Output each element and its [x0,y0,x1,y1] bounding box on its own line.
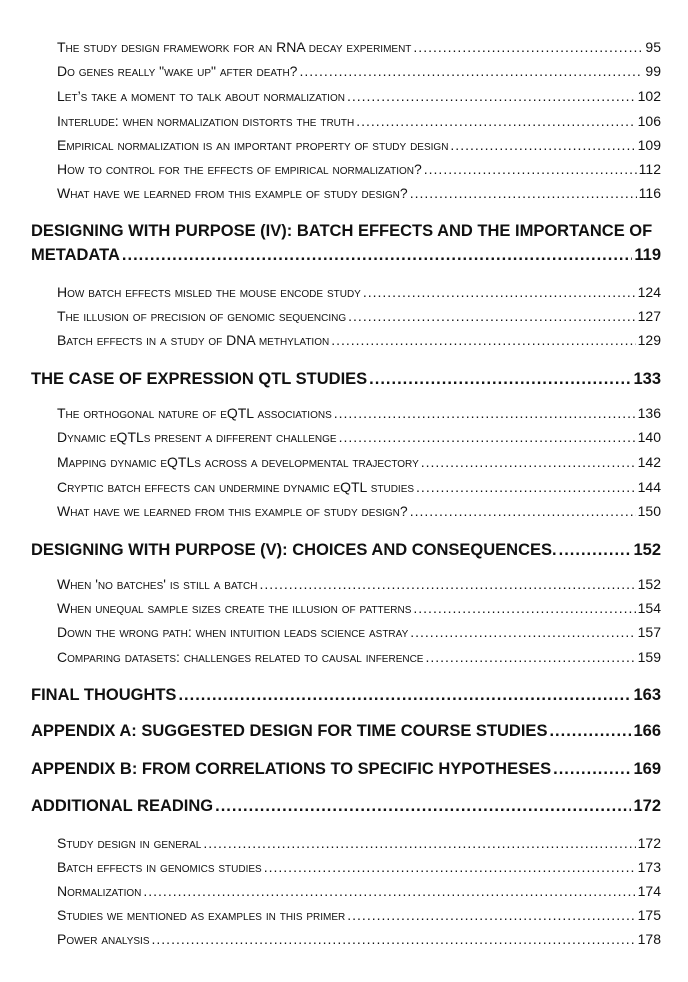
toc-entry[interactable] [57,833,661,853]
leader-dots [416,477,636,497]
toc-chapter-page: 133 [633,370,661,388]
toc-entry[interactable] [57,881,661,901]
leader-dots [424,159,637,179]
toc-entry[interactable] [57,61,661,81]
leader-dots [178,684,631,706]
toc-entry-page: 102 [637,88,661,104]
toc-entry-page: 159 [637,649,661,665]
leader-dots [259,574,635,594]
leader-dots [331,330,635,350]
toc-entry-title: Batch effects in a study of DNA methylation [57,332,330,348]
leader-dots [450,135,635,155]
toc-entry-title: What have we learned from this example of study design? [57,503,408,519]
toc-chapter-page: 172 [633,797,661,815]
toc-entry-page: 157 [637,624,661,640]
toc-entry-title: When unequal sample sizes create the illusion of patterns [57,600,412,616]
toc-entry-page: 154 [637,600,661,616]
toc-chapter-title: DESIGNING WITH PURPOSE (V): CHOICES AND CONSEQUENCES. [31,541,557,559]
leader-dots [339,427,636,447]
toc-entry-title: Normalization [57,883,142,899]
toc-entry-page: 140 [637,429,661,445]
leader-dots [413,37,643,57]
toc-entry[interactable] [57,111,661,131]
toc-entry-page: 129 [637,332,661,348]
leader-dots [363,282,636,302]
toc-chapter-page: 163 [633,686,661,704]
toc-entry-page: 116 [638,185,661,201]
leader-dots [421,452,636,472]
toc-entry-page: 144 [637,479,661,495]
toc-entry[interactable] [57,37,661,57]
leader-dots [299,61,643,81]
leader-dots [410,501,636,521]
toc-entry[interactable] [57,86,661,106]
toc-chapter-title: ADDITIONAL READING [31,797,214,815]
toc-entry[interactable] [57,574,661,594]
toc-chapter-page: 119 [634,246,661,264]
leader-dots [559,539,632,561]
toc-entry[interactable] [57,598,661,618]
toc-entry-title: When 'no batches' is still a batch [57,576,258,592]
toc-entry[interactable] [57,306,661,326]
toc-entry-title: How to control for the effects of empirical normalization? [57,161,422,177]
toc-entry-page: 99 [645,63,661,79]
toc-chapter-entry[interactable] [31,795,661,817]
toc-entry-title: Down the wrong path: when intuition leads science astray [57,624,409,640]
toc-entry-title: How batch effects misled the mouse encode study [57,284,361,300]
toc-entry-page: 178 [637,931,661,947]
toc-entry[interactable] [57,647,661,667]
toc-entry-page: 109 [637,137,661,153]
toc-entry-page: 173 [637,859,661,875]
toc-entry-title: Power analysis [57,931,150,947]
leader-dots [122,244,632,266]
toc-chapter-entry[interactable] [31,539,661,561]
toc-entry-title: The illusion of precision of genomic sequencing [57,308,347,324]
toc-chapter-entry[interactable] [31,684,661,706]
toc-entry-title: Let’s take a moment to talk about normalization [57,88,345,104]
toc-entry[interactable] [57,159,661,179]
toc-chapter-entry[interactable] [31,758,661,780]
toc-entry-title: The orthogonal nature of eQTL associations [57,405,332,421]
leader-dots [413,598,635,618]
toc-entry-page: 175 [637,907,661,923]
toc-chapter-page: 169 [633,760,661,778]
toc-chapter-entry[interactable] [31,720,661,742]
leader-dots [348,306,635,326]
toc-entry[interactable] [57,857,661,877]
toc-entry[interactable] [57,477,661,497]
toc-entry-page: 172 [637,835,661,851]
toc-entry-title: Do genes really "wake up" after death? [57,63,298,79]
toc-entry-page: 106 [637,113,661,129]
toc-entry-title: Studies we mentioned as examples in this primer [57,907,346,923]
toc-chapter-entry[interactable] [31,368,661,390]
toc-entry-page: 124 [637,284,661,300]
toc-entry[interactable] [57,452,661,472]
toc-chapter-entry[interactable] [31,244,661,266]
toc-entry-title: Comparing datasets: challenges related to causal inference [57,649,424,665]
toc-entry[interactable] [57,622,661,642]
leader-dots [347,86,636,106]
leader-dots [369,368,631,390]
toc-entry-page: 95 [645,39,661,55]
toc-entry-title: Mapping dynamic eQTLs across a developmental trajectory [57,454,419,470]
toc-entry[interactable] [57,905,661,925]
leader-dots [203,833,635,853]
toc-chapter-title: THE CASE OF EXPRESSION QTL STUDIES [31,370,368,388]
leader-dots [356,111,635,131]
toc-entry[interactable] [57,330,661,350]
leader-dots [215,795,631,817]
leader-dots [347,905,635,925]
leader-dots [152,929,636,949]
toc-chapter-title: APPENDIX A: SUGGESTED DESIGN FOR TIME COURSE STUDIES [31,722,548,740]
toc-entry[interactable] [57,135,661,155]
toc-entry-title: Batch effects in genomics studies [57,859,262,875]
leader-dots [410,183,637,203]
toc-entry-title: Interlude: when normalization distorts the truth [57,113,355,129]
toc-entry[interactable] [57,929,661,949]
toc-entry-title: Cryptic batch effects can undermine dynamic eQTL studies [57,479,415,495]
leader-dots [264,857,636,877]
toc-chapter-page: 166 [633,722,661,740]
toc-entry[interactable] [57,427,661,447]
toc-entry-title: The study design framework for an RNA decay experiment [57,39,412,55]
toc-entry-title: Dynamic eQTLs present a different challenge [57,429,337,445]
toc-entry[interactable] [57,183,661,203]
toc-chapter-title: FINAL THOUGHTS [31,686,177,704]
toc-entry-page: 142 [637,454,661,470]
toc-entry-title: Study design in general [57,835,202,851]
toc-chapter-title: APPENDIX B: FROM CORRELATIONS TO SPECIFIC HYPOTHESES [31,760,552,778]
toc-entry[interactable] [57,403,661,423]
toc-entry-page: 136 [637,405,661,421]
toc-entry[interactable] [57,282,661,302]
leader-dots [143,881,635,901]
toc-chapter-heading-line1[interactable]: DESIGNING WITH PURPOSE (IV): BATCH EFFECTS AND THE IMPORTANCE OF [31,222,653,240]
toc-entry-page: 174 [637,883,661,899]
toc-entry-page: 112 [638,161,661,177]
toc-chapter-page: 152 [633,541,661,559]
toc-entry-title: What have we learned from this example of study design? [57,185,408,201]
toc-entry-page: 152 [637,576,661,592]
toc-entry-page: 127 [637,308,661,324]
leader-dots [425,647,635,667]
leader-dots [334,403,636,423]
toc-entry-title: Empirical normalization is an important property of study design [57,137,449,153]
leader-dots [549,720,631,742]
toc-chapter-title: METADATA [31,246,120,264]
leader-dots [553,758,631,780]
toc-entry[interactable] [57,501,661,521]
leader-dots [410,622,635,642]
toc-entry-page: 150 [637,503,661,519]
